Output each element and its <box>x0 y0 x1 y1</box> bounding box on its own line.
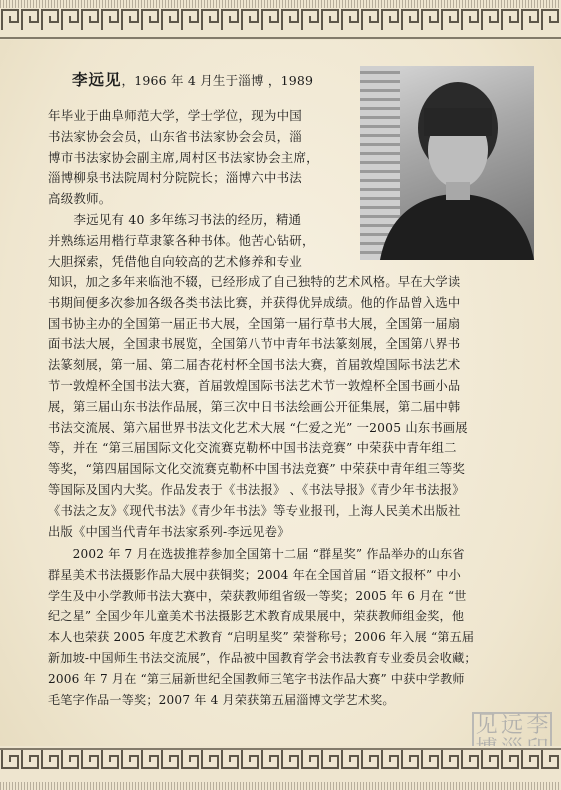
para2-full-line: 《书法之友》《现代书法》《青少年书法》等专业报刊，上海人民美术出版社 <box>48 503 461 518</box>
bottom-fret-border <box>0 746 561 790</box>
person-name: 李远见 <box>72 70 122 89</box>
para2-full-line: 等，并在 “第三届国际文化交流赛克勒杯中国书法竞赛” 中荣获中青年组二 <box>48 441 457 456</box>
para2-line: 李远见有 40 多年练习书法的经历，精通 <box>48 211 302 227</box>
para3-line: 2006 年 7 月在 “第三届新世纪全国教师三笔字书法作品大赛” 中获中学教师 <box>48 671 465 686</box>
intro-line: 书法家协会会员，山东省书法家协会会员，淄 <box>48 128 303 144</box>
para2-full-line: 法篆刻展，第一届、第二届杏花村杯全国书法大赛，首届敦煌国际书法艺术 <box>48 358 461 373</box>
para2-full-line: 等奖，“第四届国际文化交流赛克勒杯中国书法竞赛” 中荣获中青年组三等奖 <box>48 462 465 477</box>
para2-full-line: 书法交流展、第六届世界书法文化艺术大展 “仁爱之光” 一2005 山东书画展 <box>48 420 468 435</box>
seal-char: 远 <box>500 713 523 738</box>
para2-full-line: 等国际及国内大奖。作品发表于《书法报》 、《书法导报》《青少年书法报》 <box>48 482 465 497</box>
para3-line: 纪之星” 全国少年儿童美术书法摄影艺术教育成果展中，荣获教师组金奖，他 <box>48 609 465 624</box>
para3-line: 学生及中小学教师书法大赛中，荣获教师组省级一等奖；2005 年 6 月在 “世 <box>48 588 467 603</box>
para3-line: 新加坡-中国师生书法交流展”，作品被中国教育学会书法教育专业委员会收藏； <box>48 650 477 665</box>
para3-line: 毛笔字作品一等奖；2007 年 4 月荣获第五届淄博文学艺术奖。 <box>48 692 395 707</box>
bottom-hatch-strip <box>0 782 561 790</box>
seal-char: 李 <box>526 713 549 738</box>
para2-full-line: 出版《中国当代青年书法家系列-李远见卷》 <box>48 524 290 539</box>
para3-line: 本人也荣获 2005 年度艺术教育 “启明星奖” 荣誉称号；2006 年入展 “第五届 <box>48 630 475 645</box>
para2-full-line: 面书法大展，全国隶书展览，全国第八节中青年书法篆刻展，全国第八界书 <box>48 337 461 352</box>
intro-line: 淄博柳泉书法院周村分院院长；淄博六中书法 <box>48 170 303 186</box>
bio-paragraph-3 <box>48 544 477 710</box>
bio-intro-block <box>48 106 319 272</box>
top-hatch-strip <box>0 0 561 8</box>
para3-line: 群星美术书法摄影作品大展中获铜奖；2004 年在全国首届 “语文报杯” 中小 <box>48 567 461 582</box>
para2-full-line: 展，第三届山东书法作品展，第三次中日书法绘画公开征集展，第二届中韩 <box>48 399 461 414</box>
para2-full-line: 知识，加之多年来临池不辍，已经形成了自己独特的艺术风格。早在大学读 <box>48 275 461 289</box>
para2-full-line: 节一敦煌杯全国书法大赛，首届敦煌国际书法艺术节一敦煌杯全国书画小品 <box>48 378 461 393</box>
bio-paragraph-2 <box>48 272 468 542</box>
para2-line: 大胆探索，凭借他自向较高的艺术修养和专业 <box>48 253 303 269</box>
intro-line: 博市书法家协会副主席,周村区书法家协会主席， <box>48 149 319 165</box>
intro-first-text: ，1966 年 4 月生于淄博 ，1989 <box>121 73 314 88</box>
bio-intro-first-line <box>72 70 313 92</box>
intro-line: 高级教师。 <box>48 191 112 207</box>
para2-line: 并熟练运用楷行草隶篆各种书体。他苦心钻研， <box>48 232 315 248</box>
intro-line: 年毕业于曲阜师范大学，学士学位，现为中国 <box>48 108 303 123</box>
portrait-figure <box>360 66 534 260</box>
para2-full-line: 书期间便多次参加各级各类书法比赛，并获得优异成绩。他的作品曾入选中 <box>48 295 461 310</box>
seal-char: 见 <box>475 713 498 738</box>
portrait-photo <box>360 66 534 260</box>
para2-full-line: 国书协主办的全国第一届正书大展，全国第一届行草书大展，全国第一届扇 <box>48 316 461 331</box>
top-fret-border <box>0 0 561 40</box>
para3-line: 2002 年 7 月在选拔推荐参加全国第十二届 “群星奖” 作品举办的山东省 <box>48 547 465 561</box>
